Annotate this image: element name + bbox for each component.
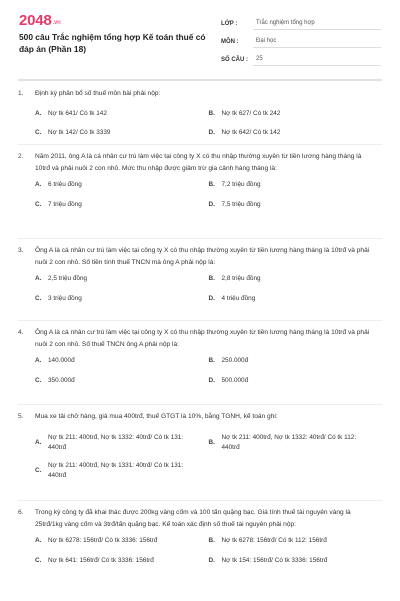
option-text: Nợ tk 211: 400trđ, Nợ tk 1331: 40trđ/ Có tk 131: 440trđ	[48, 461, 184, 479]
question-number: 5.	[18, 413, 24, 420]
option-a[interactable]	[35, 109, 209, 120]
option-text: 7 triệu đồng	[48, 200, 82, 208]
logo-text: 2048	[19, 12, 52, 29]
meta-row-class	[221, 12, 381, 30]
meta-value: Đại học	[253, 38, 381, 48]
option-letter: A.	[35, 537, 42, 544]
question-text: Năm 2011, ông A là cá nhân cư trú làm việc tại công ty X có thu nhập thường xuyên từ tiền lương hàng tháng là 10trđ và phải nuôi 2 con nhỏ. Mức thu nhập được giảm trừ gia cảnh hàng tháng là:	[35, 153, 362, 172]
question-stem	[18, 88, 382, 100]
option-letter: C.	[35, 129, 42, 136]
option-letter: B.	[208, 357, 215, 364]
question-number: 1.	[18, 90, 24, 97]
option-text: Nợ tk 6278: 156trđ/ Có tk 3336: 156trđ	[48, 537, 158, 544]
option-b[interactable]	[209, 356, 383, 367]
question-number: 4.	[18, 329, 24, 336]
question-text: Mua xe tải chở hàng, giá mua 400trđ, thuế GTGT là 10%, bằng TGNH, kế toán ghi:	[35, 413, 278, 420]
option-letter: C.	[35, 376, 42, 384]
question-number: 2.	[18, 153, 24, 160]
option-c[interactable]	[35, 461, 209, 482]
question-2	[18, 145, 382, 239]
meta-label: SỐ CÂU :	[221, 57, 248, 63]
meta-label: LỚP :	[221, 21, 238, 27]
option-letter: A.	[35, 109, 42, 117]
option-text: Nợ tk 154: 156trđ/ Có tk 3336: 156trđ	[221, 556, 328, 564]
option-letter	[209, 461, 222, 482]
option-a[interactable]	[35, 433, 209, 454]
option-d-empty	[209, 461, 383, 482]
option-d[interactable]	[209, 128, 383, 139]
option-c[interactable]	[35, 294, 209, 305]
option-letter: D.	[208, 294, 215, 302]
question-text: Ông A là cá nhân cư trú làm việc tại công ty X có thu nhập thường xuyên từ tiền lương hàng tháng là 10trđ và phải nuôi 2 con nhỏ. Số tiền tính thuế TNCN mà ông A phải nộp là:	[35, 247, 370, 266]
option-text: Nợ tk 641/ Có tk 142	[48, 109, 107, 117]
option-d[interactable]	[209, 376, 383, 387]
option-letter: D.	[208, 200, 215, 208]
question-number: 6.	[18, 509, 24, 516]
option-text: Nợ tk 6278: 156trđ/ Có tk 112: 156trđ	[221, 537, 327, 544]
option-c[interactable]	[35, 376, 209, 387]
option-letter: B.	[208, 537, 215, 544]
option-text: 7,2 triệu đồng	[221, 181, 261, 188]
option-c[interactable]	[35, 556, 209, 567]
option-letter: B.	[208, 181, 215, 188]
question-stem	[18, 507, 382, 530]
meta-row-subject	[221, 30, 381, 48]
option-text: 6 triệu đồng	[48, 181, 82, 188]
question-1	[18, 82, 382, 145]
option-letter: C.	[35, 200, 42, 208]
page-title: 500 câu Trắc nghiệm tổng hợp Kế toán thuế có đáp án (Phần 18)	[19, 32, 206, 54]
question-3	[18, 239, 382, 321]
option-text: Nợ tk 142/ Có tk 3339	[48, 129, 111, 136]
question-6	[18, 501, 382, 601]
option-b[interactable]	[209, 536, 383, 547]
options	[18, 109, 382, 148]
header-divider	[18, 79, 382, 81]
option-letter: B.	[208, 438, 215, 446]
option-text	[222, 461, 375, 482]
option-text: Nợ tk 627/ Có tk 242	[221, 109, 281, 117]
option-text: 2,8 triệu đồng	[221, 275, 261, 282]
option-letter: B.	[208, 109, 215, 117]
option-a[interactable]	[35, 356, 209, 367]
question-stem	[18, 327, 382, 350]
question-number: 3.	[18, 247, 24, 254]
option-d[interactable]	[209, 294, 383, 305]
question-text: Định kỳ phân bổ số thuế môn bài phải nộp:	[35, 90, 161, 97]
option-a[interactable]	[35, 180, 209, 191]
option-letter: A.	[35, 275, 42, 282]
option-letter: D.	[208, 556, 215, 564]
option-letter: C.	[35, 556, 42, 564]
option-c[interactable]	[35, 200, 209, 211]
option-a[interactable]	[35, 274, 209, 285]
option-text: Nợ tk 211: 400trđ, Nợ tk 1332: 40trđ/ Có tk 112: 440trđ	[221, 433, 357, 451]
option-c[interactable]	[35, 128, 209, 139]
option-letter: A.	[35, 181, 42, 188]
question-stem	[18, 151, 382, 174]
option-text: 4 triệu đồng	[221, 294, 256, 302]
option-letter: B.	[208, 275, 215, 282]
option-text: 500.000đ	[221, 376, 249, 384]
meta-info	[221, 12, 381, 66]
question-4	[18, 321, 382, 405]
option-b[interactable]	[209, 180, 383, 191]
meta-label: MÔN :	[221, 39, 239, 45]
options	[18, 433, 382, 489]
option-text: 2,5 triệu đồng	[48, 275, 88, 282]
option-text: 3 triệu đồng	[48, 294, 82, 302]
option-a[interactable]	[35, 536, 209, 547]
meta-row-count	[221, 48, 381, 66]
option-text: Nợ tk 211: 400trđ, Nợ tk 1332: 40trđ/ Có tk 131: 440trđ	[48, 433, 184, 451]
option-letter: C.	[35, 466, 42, 474]
option-text: Nợ tk 642/ Có tk 142	[221, 129, 281, 136]
question-text: Trong kỳ công ty đã khai thác được 200kg vàng cốm và 100 tấn quặng bạc. Giá tính thuế tài nguyên vàng là 25trđ/1kg vàng cốm và 3trđ/tấn quặng bạc. Kế toán xác định số thuế tài nguyên phải nộp:	[35, 509, 351, 528]
meta-value: 25	[253, 56, 381, 66]
logo-suffix: .vn	[52, 20, 61, 26]
option-text: 140.000đ	[48, 357, 75, 364]
options	[18, 274, 382, 313]
question-stem	[18, 245, 382, 268]
site-logo[interactable]	[19, 12, 61, 29]
question-5	[18, 405, 382, 501]
option-letter: A.	[35, 357, 42, 364]
option-letter: D.	[208, 129, 215, 136]
option-letter: D.	[208, 376, 215, 384]
option-text: 350.000đ	[48, 376, 75, 384]
meta-value: Trắc nghiệm tổng hợp	[253, 20, 381, 30]
option-letter: C.	[35, 294, 42, 302]
options	[18, 536, 382, 575]
question-stem	[18, 411, 382, 423]
page-header	[18, 0, 382, 82]
option-text: 7,5 triệu đồng	[221, 200, 261, 208]
option-d[interactable]	[209, 200, 383, 211]
option-b[interactable]	[209, 109, 383, 120]
options	[18, 180, 382, 219]
option-text: Nợ tk 641: 156trđ/ Có tk 3336: 156trđ	[48, 556, 154, 564]
option-letter: A.	[35, 438, 42, 446]
option-d[interactable]	[209, 556, 383, 567]
question-list	[18, 82, 382, 601]
question-text: Ông A là cá nhân cư trú làm việc tại công ty X có thu nhập thường xuyên từ tiền lương hàng tháng là 10trđ và phải nuôi 2 con nhỏ. Số thuế TNCN ông A phải nộp là:	[35, 329, 370, 348]
options	[18, 356, 382, 395]
option-text: 250.000đ	[221, 357, 249, 364]
option-b[interactable]	[209, 274, 383, 285]
option-b[interactable]	[209, 433, 383, 454]
